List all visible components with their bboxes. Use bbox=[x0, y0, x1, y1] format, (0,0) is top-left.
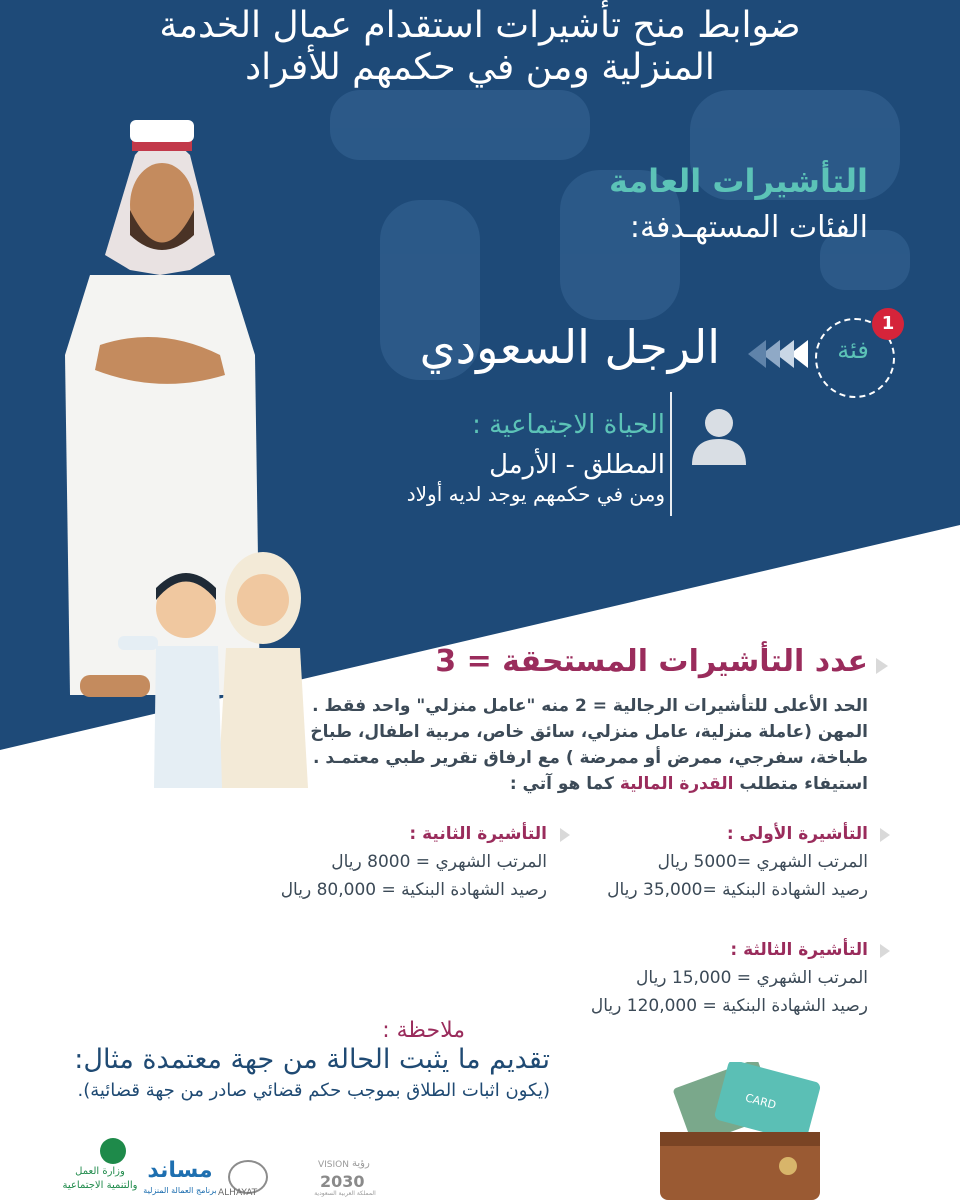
visa-detail-line-4 bbox=[510, 774, 868, 794]
tier-1-balance: رصيد الشهادة البنكية =35,000 ريال bbox=[607, 880, 868, 900]
chevrons-icon bbox=[738, 340, 808, 368]
person-icon bbox=[690, 405, 748, 465]
tier-1-salary: المرتب الشهري =5000 ريال bbox=[657, 852, 868, 872]
ministry-name-line-2: والتنمية الاجتماعية bbox=[62, 1180, 138, 1191]
visa-count-bullet-icon bbox=[876, 658, 888, 674]
category-badge-label: فئة bbox=[837, 336, 869, 364]
title-line-2: المنزلية ومن في حكمهم للأفراد bbox=[245, 47, 715, 88]
social-line-1: المطلق - الأرمل bbox=[489, 450, 665, 480]
children-illustration bbox=[118, 538, 308, 808]
category-number-badge: 1 bbox=[872, 308, 904, 340]
category-name: الرجل السعودي bbox=[419, 320, 720, 374]
vision-subtitle: المملكة العربية السعودية bbox=[314, 1190, 376, 1197]
musaned-logo: مساند bbox=[147, 1158, 213, 1183]
tier-3-bullet-icon bbox=[880, 944, 890, 958]
tier-2-salary: المرتب الشهري = 8000 ريال bbox=[331, 852, 547, 872]
card-text: CARD bbox=[743, 1091, 778, 1112]
social-line-2: ومن في حكمهم يوجد لديه أولاد bbox=[406, 482, 665, 506]
tier-2-balance: رصيد الشهادة البنكية = 80,000 ريال bbox=[280, 880, 547, 900]
note-label: ملاحظة : bbox=[382, 1018, 465, 1043]
vision-arabic: رؤية bbox=[352, 1158, 370, 1169]
note-line-2: (يكون اثبات الطلاق بموجب حكم قضائي صادر من جهة قضائية). bbox=[77, 1080, 550, 1101]
tier-2-bullet-icon bbox=[560, 828, 570, 842]
divider bbox=[670, 392, 672, 516]
social-life-label: الحياة الاجتماعية : bbox=[472, 410, 665, 440]
visa-detail-line-1: الحد الأعلى للتأشيرات الرجالية = 2 منه "عامل منزلي" واحد فقط . bbox=[312, 696, 868, 716]
financial-capacity: القدرة المالية bbox=[619, 774, 734, 794]
note-line-1: تقديم ما يثبت الحالة من جهة معتمدة مثال: bbox=[74, 1044, 550, 1075]
alhayat-logo-text: ALHAYAT bbox=[218, 1188, 258, 1198]
visa-detail-line-2: المهن (عاملة منزلية، عامل منزلي، سائق خاص، مربية اطفال، طباخ bbox=[310, 722, 868, 742]
financial-requirement-suffix: كما هو آتي : bbox=[509, 774, 614, 794]
ministry-name-line-1: وزارة العمل bbox=[75, 1166, 125, 1177]
tier-3-salary: المرتب الشهري = 15,000 ريال bbox=[636, 968, 868, 988]
ministry-palm-icon bbox=[100, 1138, 126, 1164]
visa-detail-line-3: طباخة، سفرجي، ممرض أو ممرضة ) مع ارفاق تقرير طبي معتمـد . bbox=[313, 748, 868, 768]
vision-year: 2030 bbox=[320, 1172, 365, 1191]
musaned-subtitle: برنامج العمالة المنزلية bbox=[143, 1186, 217, 1195]
tier-3-balance: رصيد الشهادة البنكية = 120,000 ريال bbox=[590, 996, 868, 1016]
title-line-1: ضوابط منح تأشيرات استقدام عمال الخدمة bbox=[159, 5, 801, 46]
tier-1-bullet-icon bbox=[880, 828, 890, 842]
general-visas-heading: التأشيرات العامة bbox=[608, 162, 868, 200]
vision-word: VISION bbox=[318, 1160, 349, 1170]
tier-2-title: التأشيرة الثانية : bbox=[409, 824, 547, 844]
financial-requirement-prefix: استيفاء متطلب bbox=[739, 774, 868, 794]
visa-count-heading: عدد التأشيرات المستحقة = 3 bbox=[435, 644, 868, 679]
tier-1-title: التأشيرة الأولى : bbox=[726, 824, 868, 844]
target-groups-heading: الفئات المستهـدفة: bbox=[629, 210, 868, 245]
tier-3-title: التأشيرة الثالثة : bbox=[730, 940, 868, 960]
wallet-icon bbox=[660, 1062, 830, 1200]
